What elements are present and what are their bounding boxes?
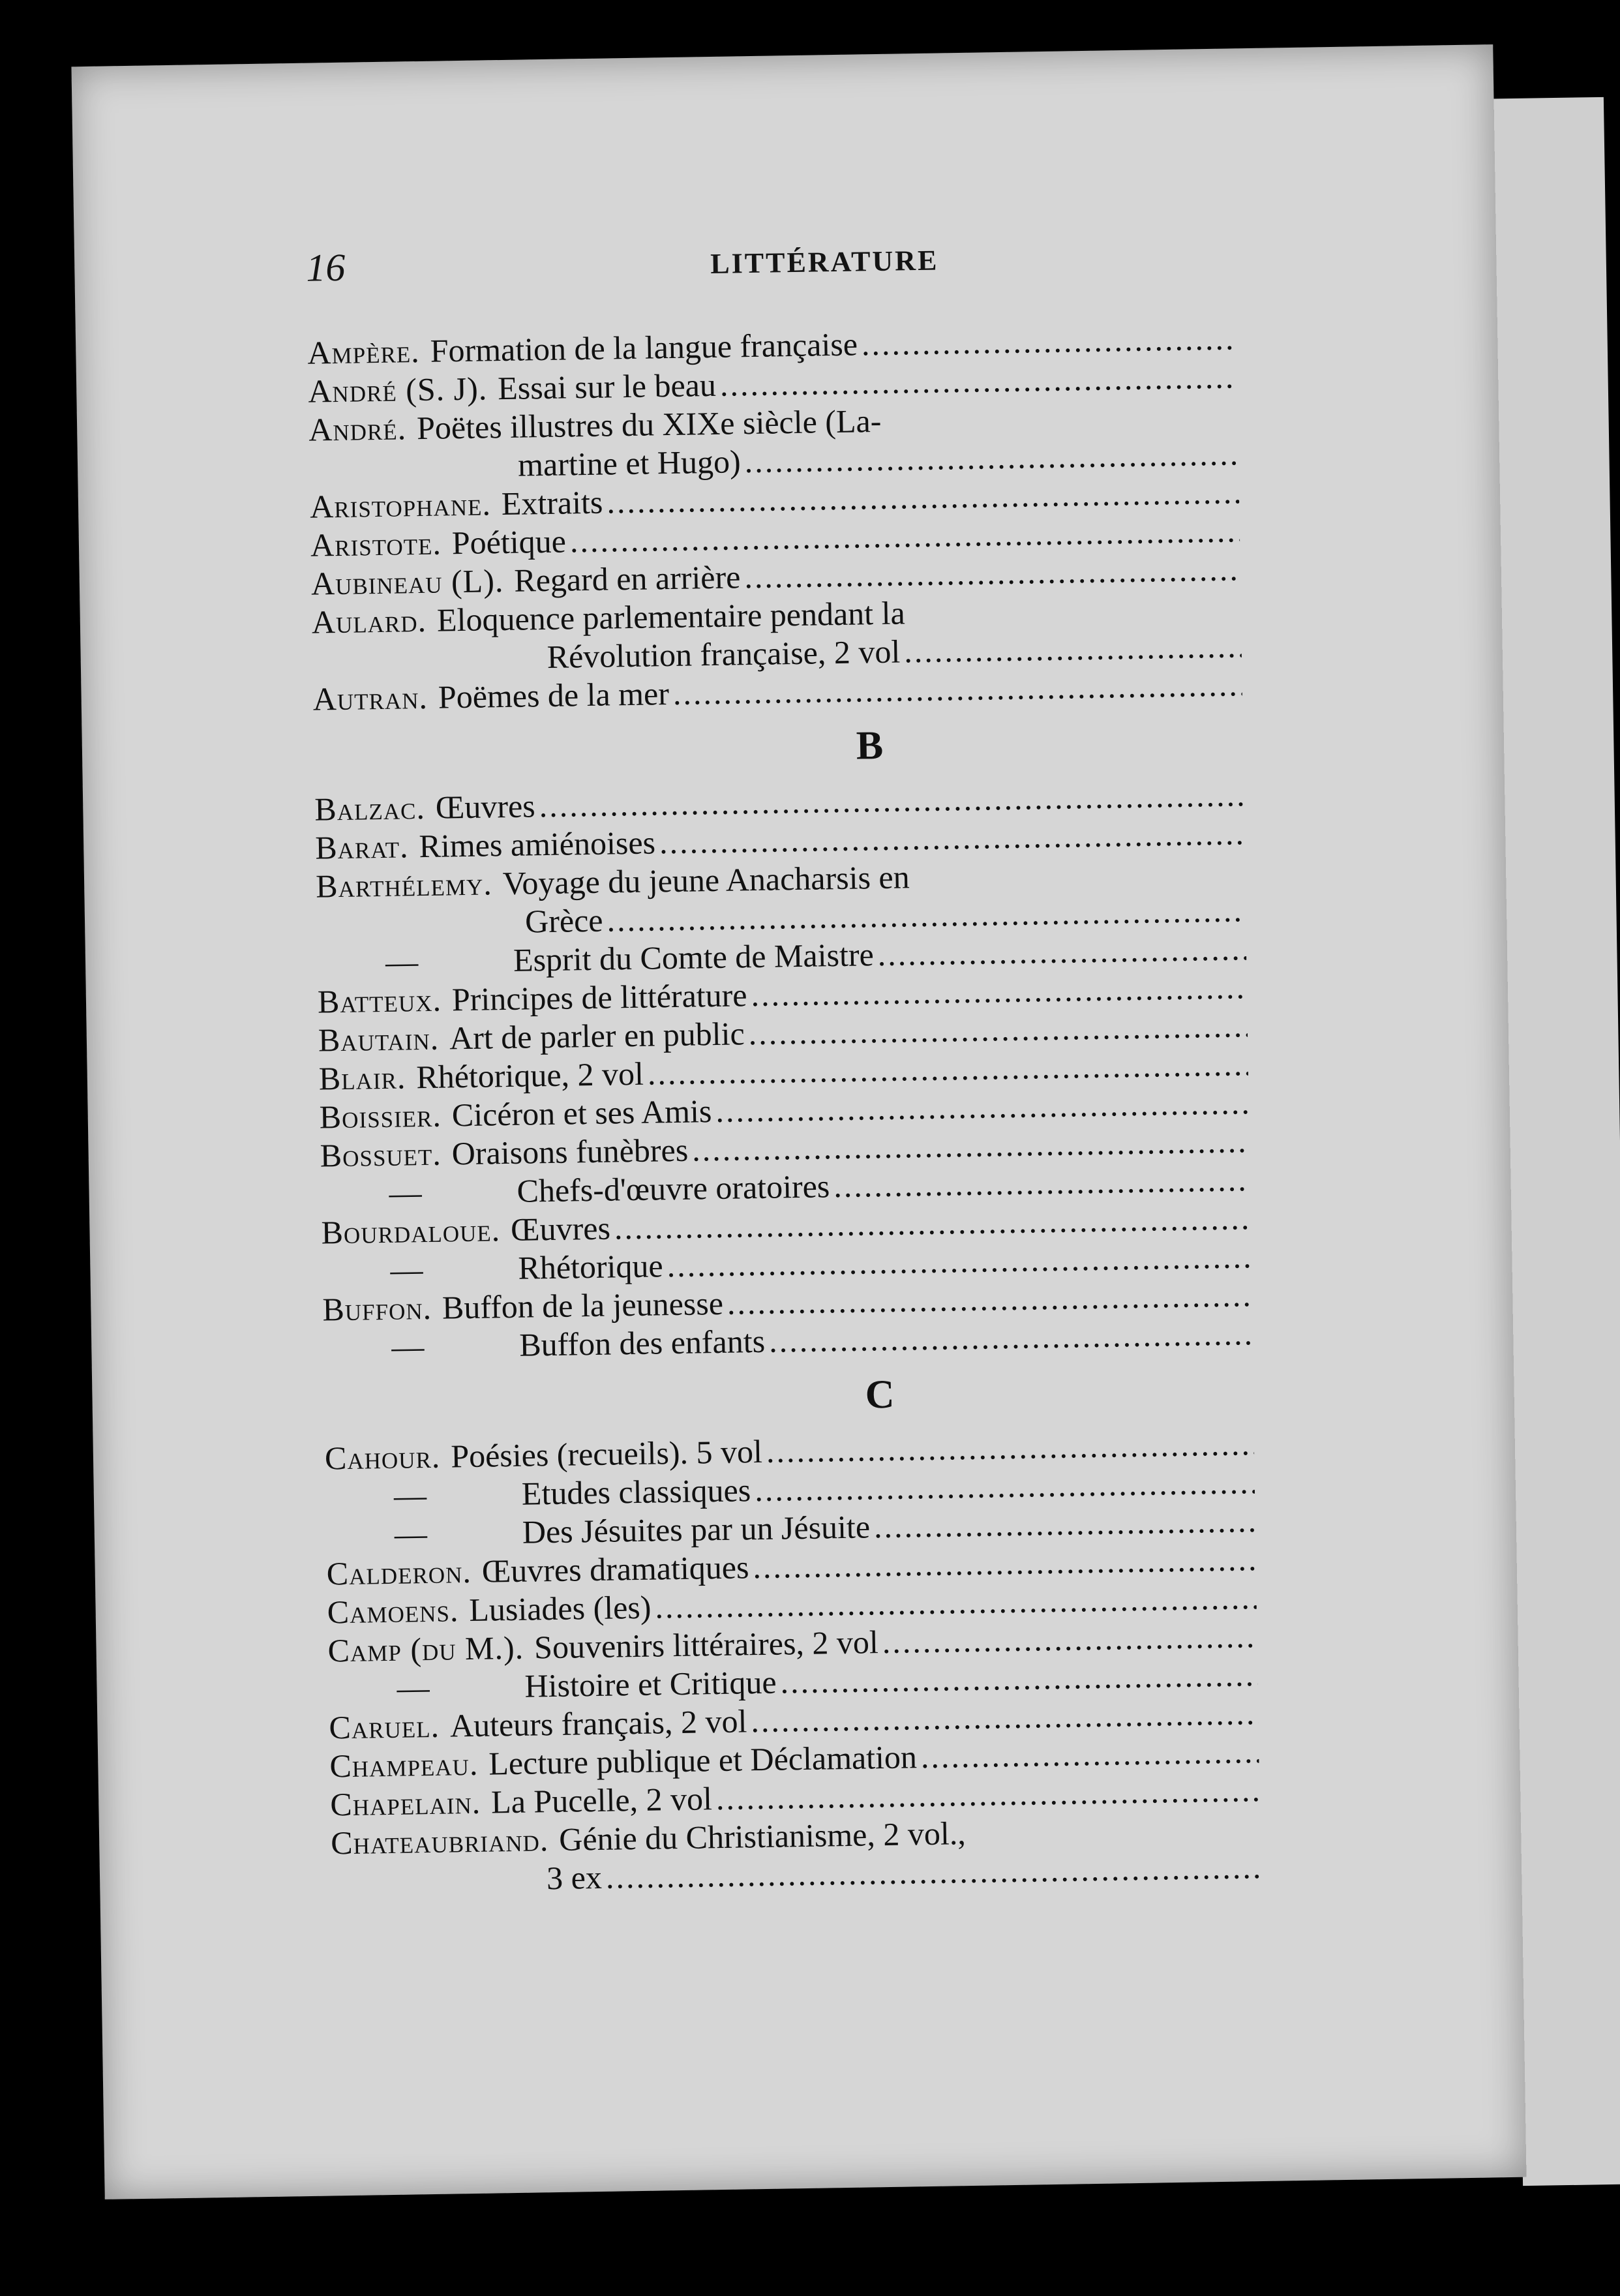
ditto-dash: — xyxy=(394,1515,428,1552)
entry-author: Chateaubriand. xyxy=(330,1821,549,1862)
entry-title: La Pucelle, 2 vol xyxy=(490,1780,713,1820)
entry-title: Esprit du Comte de Maistre xyxy=(513,936,875,978)
entry-title: Œuvres dramatiques xyxy=(481,1548,749,1590)
entry-title: Œuvres xyxy=(510,1209,611,1248)
entry-title: Des Jésuites par un Jésuite xyxy=(522,1508,871,1550)
entry-author: André. xyxy=(308,410,407,448)
entry-title: Poétique xyxy=(451,522,567,562)
entry-author: Balzac. xyxy=(314,789,426,828)
entry-title: Poésies (recueils). 5 vol xyxy=(450,1432,763,1475)
entry-author: Barthélemy. xyxy=(315,865,493,905)
entry-title: Voyage du jeune Anacharsis en xyxy=(502,858,910,902)
entry-author: Calderon. xyxy=(326,1552,472,1592)
entry-author: Aristote. xyxy=(310,524,442,564)
entry-author: Ampère. xyxy=(307,332,421,371)
ditto-dash: — xyxy=(393,1477,428,1514)
entry-author: Cahour. xyxy=(324,1438,441,1477)
continuation-text: martine et Hugo) xyxy=(517,443,742,483)
entry-title: Oraisons funèbres xyxy=(451,1131,689,1172)
dot-leader xyxy=(833,1160,1250,1205)
running-head: LITTÉRATURE xyxy=(710,244,939,280)
entry-author: Blair. xyxy=(318,1059,406,1097)
entry-author: Boissier. xyxy=(319,1096,442,1136)
entry-author: Autran. xyxy=(312,678,428,718)
entry-author: Champeau. xyxy=(329,1745,479,1785)
entry-title: Chefs-d'œuvre oratoires xyxy=(517,1168,830,1209)
entry-title: Art de parler en public xyxy=(449,1015,745,1057)
dot-leader xyxy=(769,1314,1253,1361)
entry-author: André (S. J). xyxy=(307,370,488,410)
continuation-text: 3 ex xyxy=(546,1858,603,1897)
entry-title: Eloquence parlementaire pendant la xyxy=(436,594,906,639)
entry-title: Rimes amiénoises xyxy=(419,824,656,865)
entry-title: Lecture publique et Déclamation xyxy=(488,1738,918,1782)
entry-author: Chapelain. xyxy=(329,1783,481,1823)
entry-author: Camoens. xyxy=(327,1592,459,1631)
ditto-dash: — xyxy=(391,1328,425,1365)
entry-title: Lusiades (les) xyxy=(468,1588,652,1629)
entry-title: Génie du Christianisme, 2 vol., xyxy=(558,1815,967,1858)
dot-leader xyxy=(744,550,1240,596)
dot-leader xyxy=(877,929,1246,974)
dot-leader xyxy=(904,627,1242,671)
entry-author: Bautain. xyxy=(318,1020,440,1059)
entry-author: Aulard. xyxy=(311,601,427,641)
dot-leader xyxy=(874,1502,1256,1546)
continuation-text: Révolution française, 2 vol xyxy=(547,633,901,675)
entry-author: Aubineau (L). xyxy=(310,562,504,602)
ditto-dash: — xyxy=(390,1251,424,1288)
dot-leader xyxy=(882,1617,1257,1661)
entry-author: Caruel. xyxy=(329,1707,440,1746)
continuation-text: Grèce xyxy=(524,901,603,940)
entry-title: Rhétorique, 2 vol xyxy=(415,1055,644,1096)
entry-author: Bossuet. xyxy=(320,1135,442,1174)
entry-title: Principes de littérature xyxy=(451,976,747,1018)
entry-title: Formation de la langue française xyxy=(430,325,858,369)
ditto-dash: — xyxy=(385,943,419,980)
entry-title: Poëmes de la mer xyxy=(438,675,670,716)
entry-title: Buffon de la jeunesse xyxy=(442,1284,724,1326)
entry-title: Buffon des enfants xyxy=(518,1322,766,1363)
section-letter: B xyxy=(856,723,884,768)
entry-title: Cicéron et ses Amis xyxy=(451,1093,712,1134)
entry-author: Bourdaloue. xyxy=(321,1211,501,1251)
entry-title: Œuvres xyxy=(435,787,536,826)
page-header xyxy=(74,227,1497,308)
ditto-dash: — xyxy=(389,1174,423,1211)
entry-title: Histoire et Critique xyxy=(524,1663,777,1704)
entry-title: Rhétorique xyxy=(518,1247,664,1286)
entry-title: Souvenirs littéraires, 2 vol xyxy=(533,1624,879,1666)
entry-author: Buffon. xyxy=(322,1289,432,1328)
entry-author: Aristophane. xyxy=(309,485,492,525)
catalogue-list xyxy=(307,319,1261,1901)
entry-title: Auteurs français, 2 vol xyxy=(449,1702,747,1744)
dot-leader xyxy=(719,357,1237,404)
entry-author: Barat. xyxy=(314,828,409,866)
book-page xyxy=(71,44,1526,2199)
entry-title: Poëtes illustres du XIXe siècle (La- xyxy=(416,402,882,447)
page-number: 16 xyxy=(305,245,346,290)
ditto-dash: — xyxy=(397,1669,430,1706)
dot-leader xyxy=(920,1732,1259,1776)
dot-leader xyxy=(861,319,1237,363)
entry-author: Camp (du M.). xyxy=(327,1629,524,1669)
entry-author: Batteux. xyxy=(317,981,442,1020)
entry-title: Regard en arrière xyxy=(513,558,741,599)
entry-title: Etudes classiques xyxy=(521,1472,751,1512)
entry-title: Essai sur le beau xyxy=(497,366,717,407)
section-letter: C xyxy=(865,1372,895,1417)
entry-title: Extraits xyxy=(501,483,603,522)
